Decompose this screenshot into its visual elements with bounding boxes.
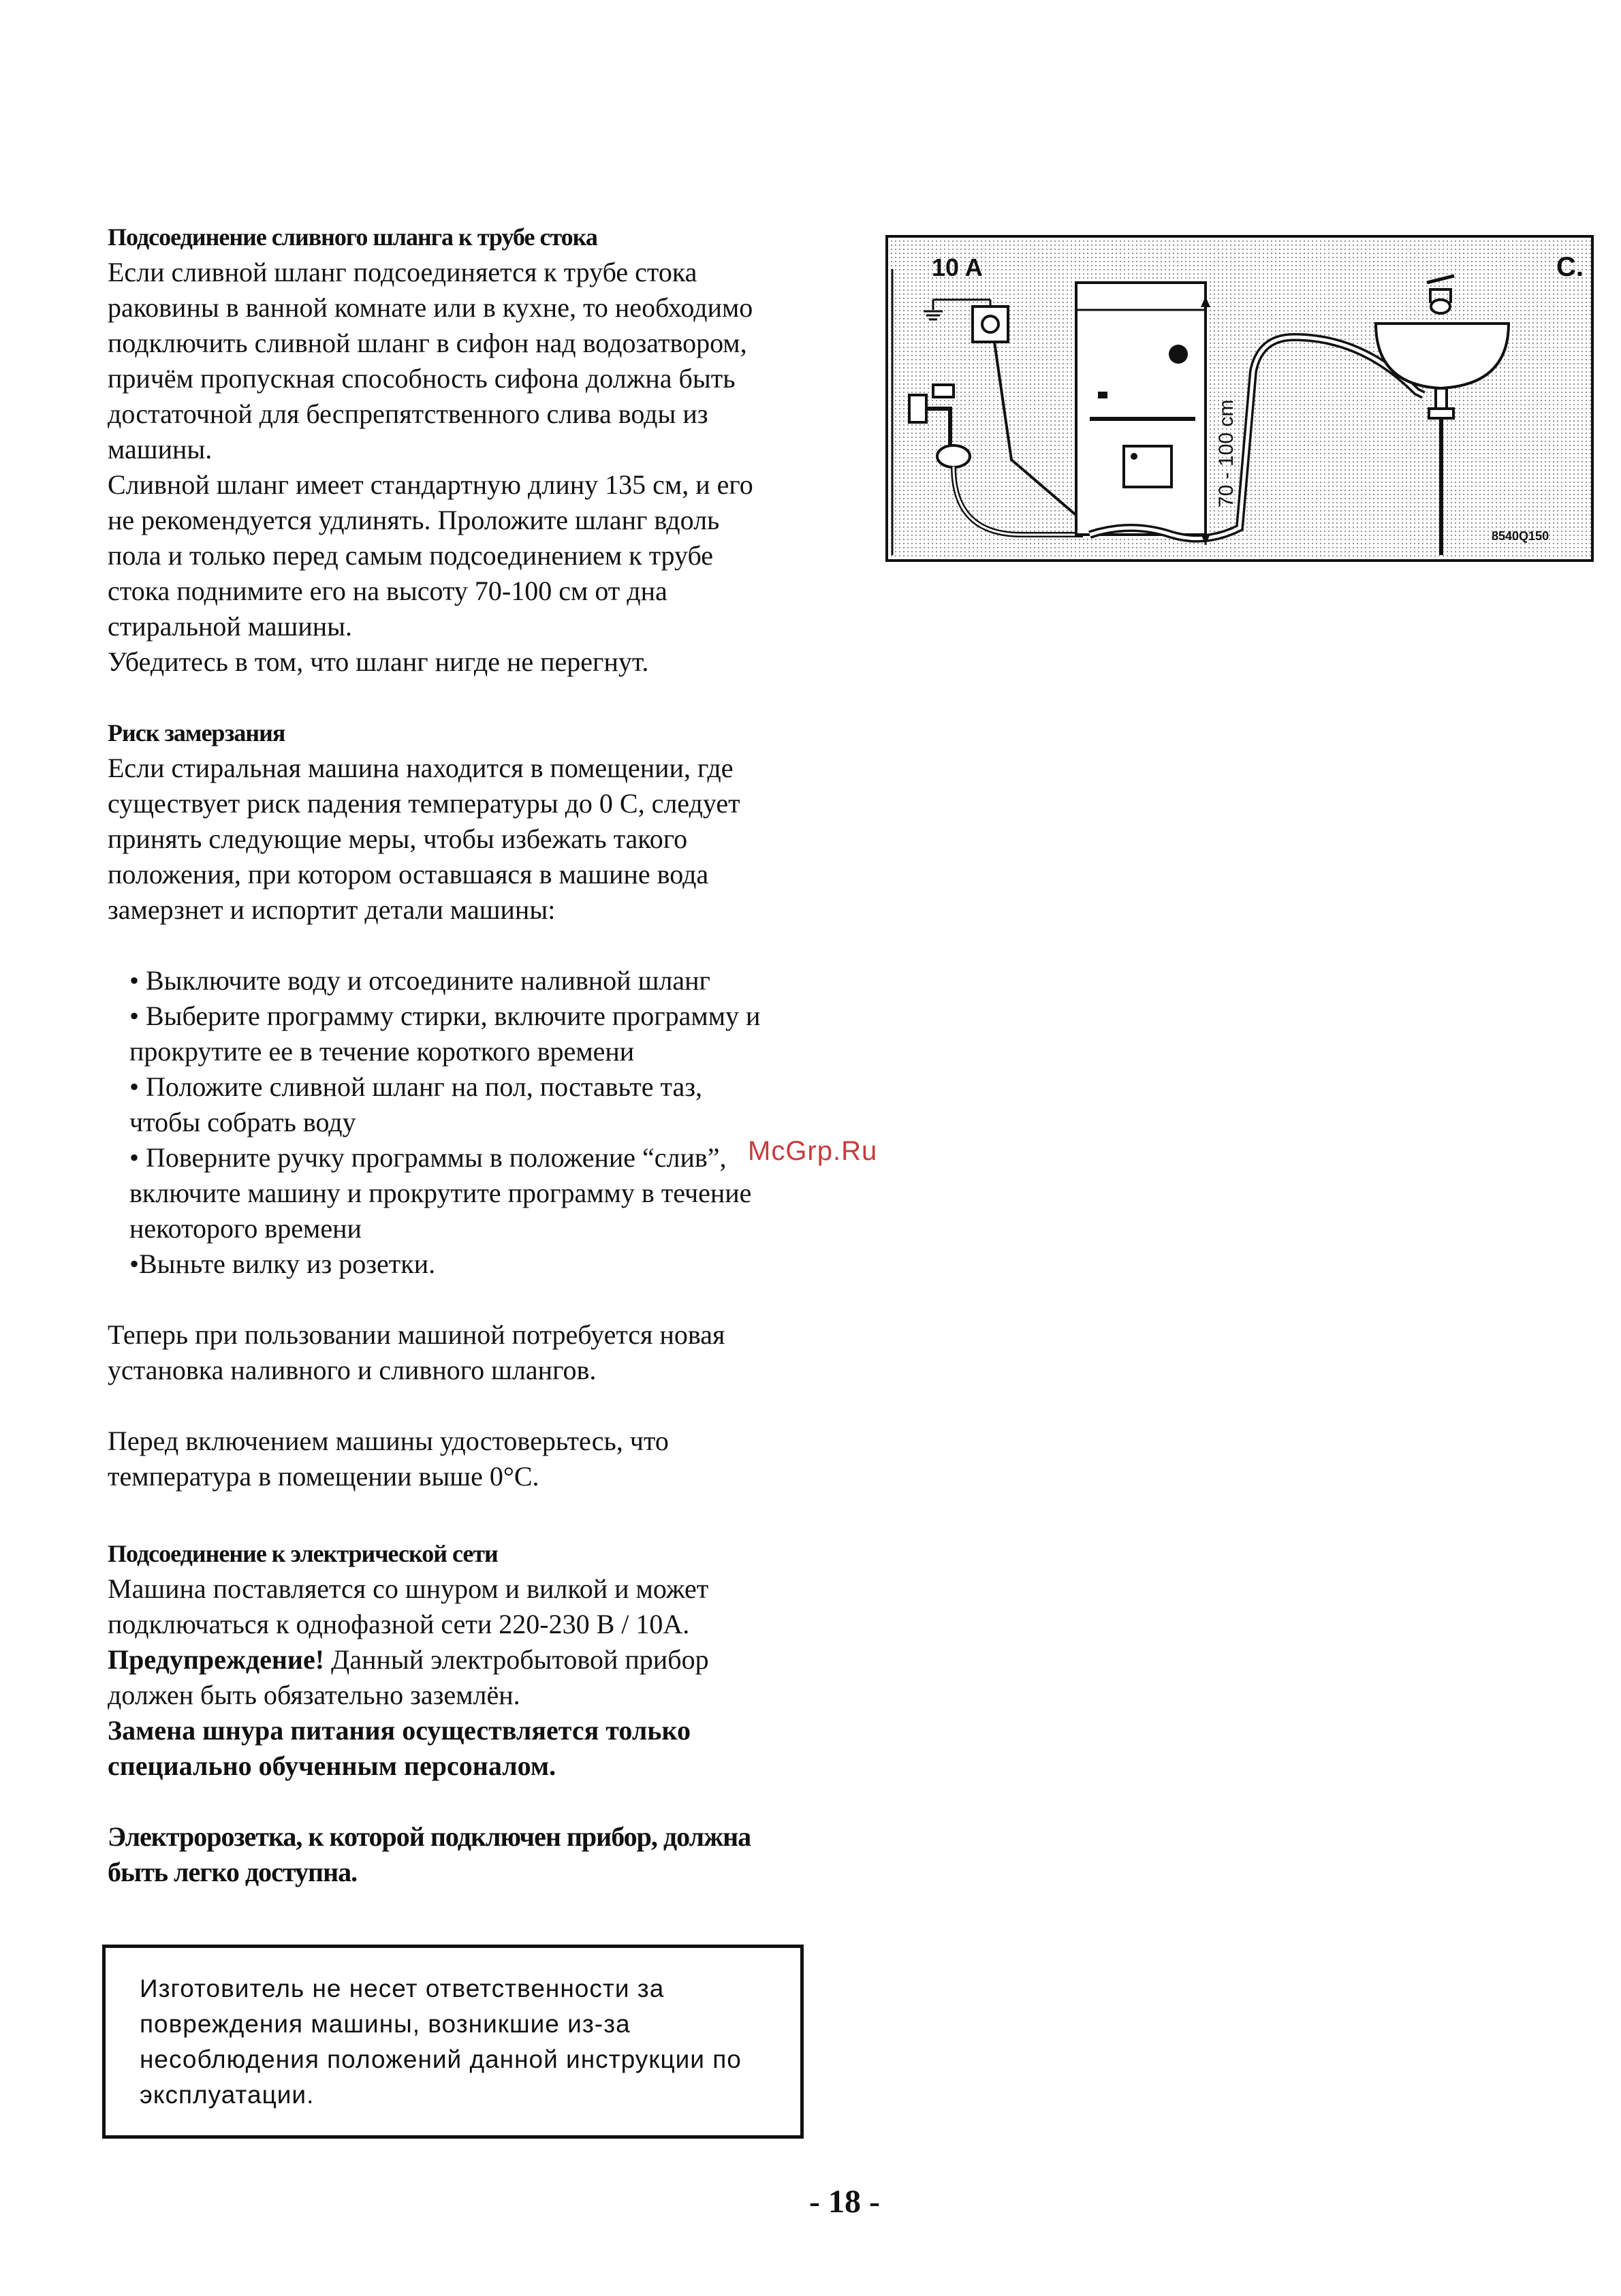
page-number: - 18 -: [809, 2184, 880, 2220]
liability-notice-box: [102, 1945, 804, 2139]
electric-warning-line: [108, 1642, 808, 1678]
frost-bullet-line: • Выключите воду и отсоедините наливной шланг: [129, 965, 710, 996]
electric-line: должен быть обязательно заземлён.: [108, 1680, 520, 1710]
drain-section: [108, 219, 808, 680]
electric-section: [108, 1536, 808, 1890]
frost-bullet-line: некоторого времени: [129, 1213, 362, 1244]
electric-line: подключаться к однофазной сети 220-230 В / 10А.: [108, 1609, 690, 1639]
drain-line: пола и только перед самым подсоединением к трубе: [108, 540, 714, 571]
watermark-text: McGrp.Ru: [748, 1136, 878, 1166]
variant-label: C.: [1556, 252, 1584, 282]
notice-line: Изготовитель не несет ответственности за: [140, 1975, 665, 2002]
drain-line: подключить сливной шланг в сифон над водозатвором,: [108, 328, 747, 358]
warning-label: Предупреждение!: [108, 1644, 325, 1675]
notice-line: эксплуатации.: [140, 2081, 315, 2109]
frost-intro-line: замерзнет и испортит детали машины:: [108, 894, 556, 925]
frost-intro-line: принять следующие меры, чтобы избежать такого: [108, 823, 688, 854]
washing-machine-icon: [1076, 283, 1206, 535]
drain-line: машины.: [108, 434, 213, 465]
fuse-label: 10 A: [932, 253, 983, 281]
frost-after-line: Теперь при пользовании машиной потребуется новая: [108, 1319, 725, 1350]
electric-line: Машина поставляется со шнуром и вилкой и может: [108, 1573, 709, 1604]
frost-after-line: установка наливного и сливного шлангов.: [108, 1355, 597, 1385]
drain-line: стиральной машины.: [108, 611, 353, 642]
frost-bullet-line: включите машину и прокрутите программу в течение: [129, 1178, 752, 1208]
drain-hose-diagram: [885, 235, 1594, 562]
notice-line: несоблюдения положений данной инструкции по: [140, 2045, 742, 2073]
frost-bullet-line: • Поверните ручку программы в положение “слив”,: [129, 1142, 727, 1173]
warning-text: Данный электробытовой прибор: [324, 1644, 709, 1675]
drain-heading: Подсоединение сливного шланга к трубе стока: [108, 223, 597, 251]
frost-intro-line: существует риск падения температуры до 0 С, следует: [108, 788, 740, 819]
drain-line: Сливной шланг имеет стандартную длину 135 см, и его: [108, 469, 753, 500]
cord-replacement-line: специально обученным персоналом.: [108, 1750, 556, 1781]
socket-line: Электророзетка, к которой подключен прибор, должна: [108, 1821, 751, 1852]
frost-bullet-line: прокрутите ее в течение короткого времени: [129, 1036, 635, 1067]
drain-line: Убедитесь в том, что шланг нигде не перегнут.: [108, 646, 649, 677]
frost-after-line: температура в помещении выше 0°С.: [108, 1461, 539, 1492]
frost-bullet-line: • Выберите программу стирки, включите программу и: [129, 1001, 761, 1031]
socket-line: быть легко доступна.: [108, 1857, 358, 1887]
frost-heading: Риск замерзания: [108, 719, 285, 746]
frost-intro-line: Если стиральная машина находится в помещении, где: [108, 753, 734, 783]
drain-line: Если сливной шланг подсоединяется к трубе стока: [108, 257, 697, 287]
frost-bullet-line: •Выньте вилку из розетки.: [129, 1248, 436, 1279]
drain-line: не рекомендуется удлинять. Проложите шланг вдоль: [108, 505, 720, 535]
notice-line: повреждения машины, возникшие из-за: [140, 2010, 631, 2038]
frost-intro-line: положения, при котором оставшаяся в машине вода: [108, 859, 709, 890]
frost-bullet-line: чтобы собрать воду: [129, 1107, 356, 1137]
cord-replacement-line: Замена шнура питания осуществляется только: [108, 1715, 691, 1746]
drain-line: достаточной для беспрепятственного слива воды из: [108, 398, 708, 429]
drain-line: раковины в ванной комнате или в кухне, то необходимо: [108, 292, 753, 323]
figure-code: 8540Q150: [1492, 529, 1549, 543]
frost-section: [108, 715, 808, 1494]
frost-bullet-line: • Положите сливной шланг на пол, поставьте таз,: [129, 1071, 702, 1102]
electric-heading: Подсоединение к электрической сети: [108, 1540, 498, 1567]
height-dimension-label: 70 - 100 cm: [1215, 399, 1238, 507]
drain-line: причём пропускная способность сифона должна быть: [108, 363, 736, 394]
frost-after-line: Перед включением машины удостоверьтесь, что: [108, 1426, 669, 1456]
drain-line: стока поднимите его на высоту 70-100 см от дна: [108, 576, 667, 606]
